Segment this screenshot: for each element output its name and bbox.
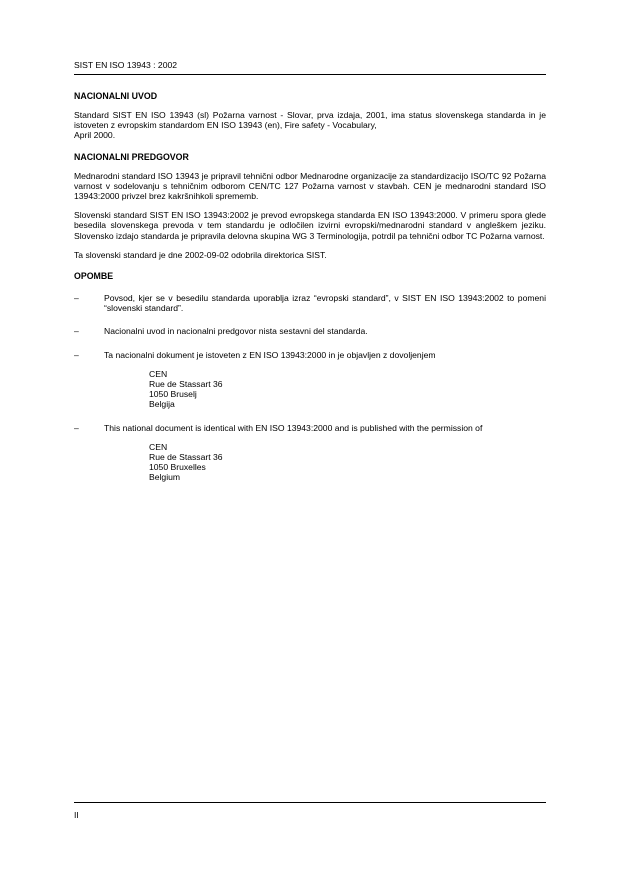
address-line: 1050 Bruselj [149, 389, 197, 400]
address-line: CEN [149, 368, 168, 379]
address-line: Belgium [149, 472, 181, 483]
note-item [74, 350, 546, 410]
note-item [74, 423, 546, 483]
address-line: Belgija [149, 399, 175, 410]
foreword-paragraph: Mednarodni standard ISO 13943 je pripravil tehnični odbor Mednarodne organizacije za standardizacijo ISO/TC 92 Požarna varnost v sodelovanju s tehničnim odborom CEN/TC 127 Požarna varnost v stavbah. CEN je mednarodni standard ISO 13943:2000 privzel brez kakršnihkoli sprememb. [74, 170, 546, 202]
dash-bullet: – [74, 349, 79, 360]
dash-bullet: – [74, 422, 79, 433]
national-intro-heading: NACIONALNI UVOD [74, 91, 158, 101]
footer-rule [74, 802, 546, 803]
note-item [74, 326, 546, 336]
address-line: CEN [149, 441, 168, 452]
address-block-sl [149, 369, 546, 410]
address-block-en [149, 442, 546, 483]
note-text: This national document is identical with EN ISO 13943:2000 and is published with the permission of [104, 422, 483, 433]
foreword-paragraph: Slovenski standard SIST EN ISO 13943:2002 je prevod evropskega standarda EN ISO 13943:2000. V primeru spora glede besedila slovenskega prevoda v tem standardu je odločilen izvirni evropski/mednarodni standard v angleškem jeziku. Slovensko izdajo standarda je pripravila delovna skupina WG 3 Terminologija, potrdil pa tehnični odbor TC Požarna varnost. [74, 210, 546, 241]
dash-bullet: – [74, 326, 79, 337]
national-intro-section [74, 91, 546, 141]
address-line: Rue de Stassart 36 [149, 452, 223, 463]
note-text: Povsod, kjer se v besedilu standarda uporablja izraz “evropski standard”, v SIST EN ISO 13943:2002 to pomeni “slovenski standard”. [104, 293, 546, 314]
header-doc-id: SIST EN ISO 13943 : 2002 [74, 60, 178, 70]
page-content [74, 91, 546, 496]
note-item [74, 293, 546, 313]
notes-section [74, 271, 546, 483]
national-intro-text: Standard SIST EN ISO 13943 (sl) Požarna varnost - Slovar, prva izdaja, 2001, ima status slovenskega standarda in je istoveten z evropskim standardom EN ISO 13943 (en), Fire safety - Vocabulary, [74, 110, 546, 131]
address-line: 1050 Bruxelles [149, 462, 206, 473]
national-foreword-section [74, 152, 546, 260]
header-rule [74, 74, 546, 75]
notes-heading: OPOMBE [74, 271, 114, 282]
page-number: II [74, 810, 79, 820]
note-text: Nacionalni uvod in nacionalni predgovor nista sestavni del standarda. [104, 326, 368, 337]
dash-bullet: – [74, 293, 79, 304]
foreword-paragraph: Ta slovenski standard je dne 2002-09-02 odobrila direktorica SIST. [74, 249, 327, 260]
national-intro-date: April 2000. [74, 130, 116, 141]
address-line: Rue de Stassart 36 [149, 379, 223, 390]
note-text: Ta nacionalni dokument je istoveten z EN ISO 13943:2000 in je objavljen z dovoljenjem [104, 349, 436, 360]
national-foreword-heading: NACIONALNI PREDGOVOR [74, 151, 189, 162]
